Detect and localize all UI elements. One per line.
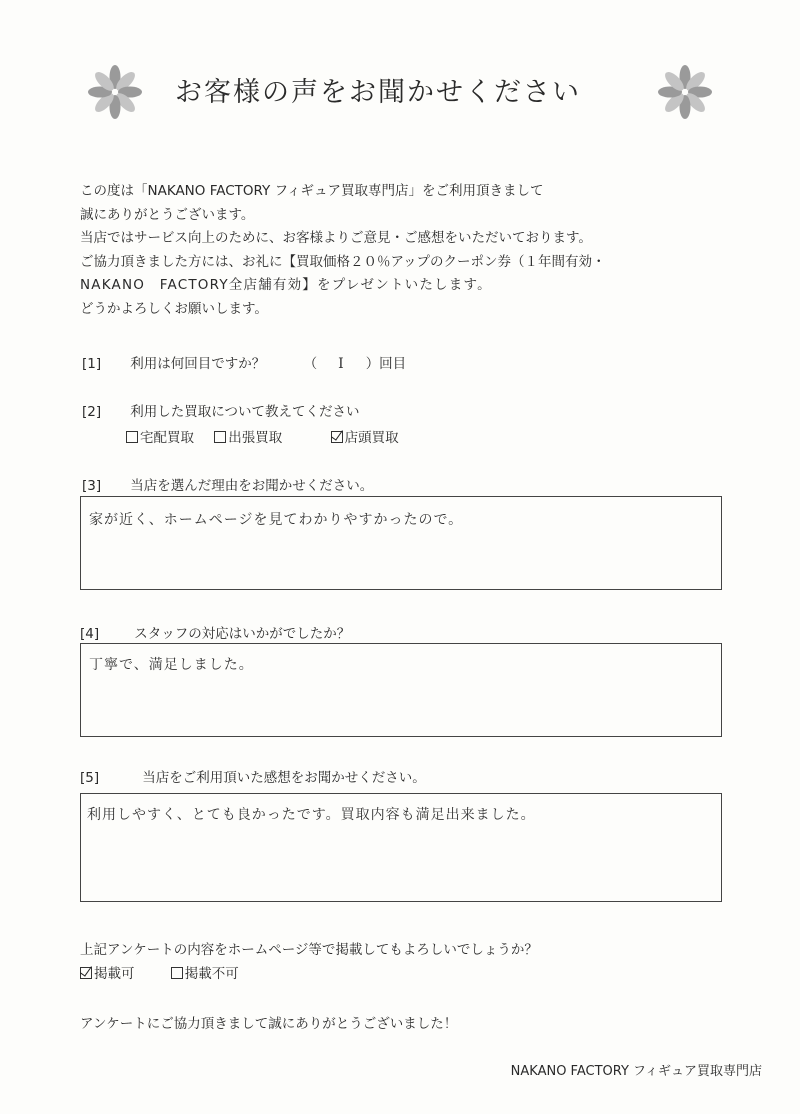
answer-3-text: 家が近く、ホームページを見てわかりやすかったので。 bbox=[89, 512, 464, 528]
intro-line: NAKANO FACTORY全店舗有効】をプレゼントいたします。 bbox=[80, 277, 492, 293]
option-tento-label: 店頭買取 bbox=[344, 430, 399, 446]
option-publish-ng[interactable] bbox=[171, 962, 239, 982]
option-shutcho-label: 出張買取 bbox=[228, 430, 283, 446]
question-1-number: [1] bbox=[82, 356, 102, 372]
intro-text bbox=[80, 180, 606, 321]
intro-line: 当店ではサービス向上のために、お客様よりご意見・ご感想をいただいております。 bbox=[80, 230, 592, 246]
thanks-message: アンケートにご協力頂きまして誠にありがとうございました！ bbox=[80, 1016, 458, 1032]
question-2-label: 利用した買取について教えてください bbox=[130, 404, 360, 420]
question-2-number: [2] bbox=[82, 404, 102, 420]
option-tento[interactable] bbox=[331, 426, 399, 446]
intro-line: 誠にありがとうございます。 bbox=[80, 206, 255, 223]
option-takuhai[interactable] bbox=[126, 426, 194, 446]
question-4-label: スタッフの対応はいかがでしたか？ bbox=[134, 626, 351, 642]
option-takuhai-label: 宅配買取 bbox=[140, 430, 194, 446]
option-publish-ok[interactable] bbox=[80, 962, 135, 982]
question-3-number: [3] bbox=[82, 478, 102, 494]
intro-line: どうかよろしくお願いします。 bbox=[80, 300, 268, 317]
checkbox-tento[interactable] bbox=[331, 431, 343, 443]
question-1-label: 利用は何回目ですか？ bbox=[130, 356, 266, 372]
flower-left-icon bbox=[85, 62, 145, 122]
intro-line: ご協力頂きました方には、お礼に【買取価格２０％アップのクーポン券（１年間有効・ bbox=[80, 253, 606, 270]
question-3-label: 当店を選んだ理由をお聞かせください。 bbox=[130, 478, 374, 494]
question-4-number: [4] bbox=[80, 626, 100, 642]
question-3 bbox=[82, 474, 373, 494]
flower-right-icon bbox=[655, 62, 715, 122]
page-title: お客様の声をお聞かせください bbox=[175, 77, 581, 108]
option-publish-ok-label: 掲載可 bbox=[94, 966, 135, 982]
checkbox-shutcho[interactable] bbox=[214, 431, 226, 443]
publish-options bbox=[80, 962, 255, 982]
answer-box-4[interactable] bbox=[80, 643, 722, 737]
footer-store-name: NAKANO FACTORY フィギュア買取専門店 bbox=[510, 1064, 762, 1079]
intro-line: この度は「NAKANO FACTORY フィギュア買取専門店」をご利用頂きまして bbox=[80, 183, 544, 199]
option-shutcho[interactable] bbox=[214, 426, 282, 446]
answer-4-text: 丁寧で、満足しました。 bbox=[89, 657, 254, 673]
checkbox-publish-ok[interactable] bbox=[80, 967, 92, 979]
question-5-number: [5] bbox=[80, 770, 100, 786]
checkbox-takuhai[interactable] bbox=[126, 431, 138, 443]
publish-question: 上記アンケートの内容をホームページ等で掲載してもよろしいでしょうか？ bbox=[80, 942, 538, 958]
question-5 bbox=[80, 766, 426, 786]
question-2 bbox=[82, 400, 360, 420]
question-1 bbox=[82, 352, 406, 372]
option-publish-ng-label: 掲載不可 bbox=[184, 966, 239, 982]
question-5-label: 当店をご利用頂いた感想をお聞かせください。 bbox=[142, 770, 426, 786]
question-2-options bbox=[126, 426, 415, 446]
question-1-answer[interactable]: I bbox=[338, 356, 345, 372]
question-1-close-paren: ）回目 bbox=[365, 356, 407, 372]
answer-box-3[interactable] bbox=[80, 496, 722, 590]
question-1-open-paren: （ bbox=[303, 356, 318, 372]
checkbox-publish-ng[interactable] bbox=[171, 967, 183, 979]
answer-box-5[interactable] bbox=[80, 793, 722, 902]
question-4 bbox=[80, 622, 350, 642]
answer-5-text: 利用しやすく、とても良かったです。買取内容も満足出来ました。 bbox=[87, 807, 536, 823]
